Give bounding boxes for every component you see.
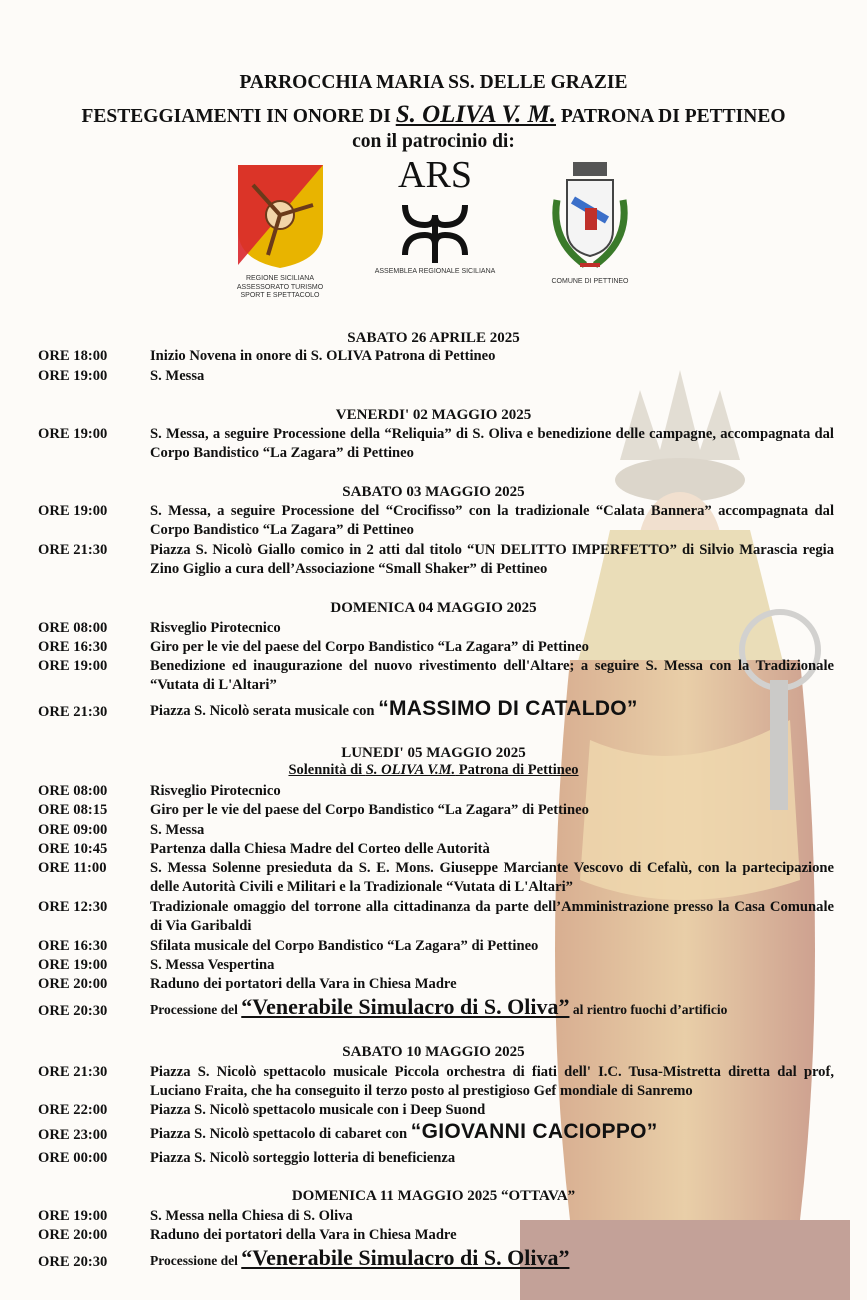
event-time: ORE 23:00: [38, 1127, 108, 1143]
event-desc-text: Processione del: [150, 1002, 242, 1017]
day-heading: SABATO 26 APRILE 2025: [347, 330, 520, 346]
ars-logo: [365, 155, 505, 277]
day-heading: DOMENICA 04 MAGGIO 2025: [330, 600, 537, 616]
regione-caption: REGIONE SICILIANA ASSESSORATO TURISMO SPORT E SPETTACOLO: [236, 275, 324, 300]
event-time: ORE 18:00: [38, 348, 108, 364]
event-desc: S. Messa: [150, 368, 205, 384]
event-desc-text: Piazza S. Nicolò serata musicale con: [150, 703, 379, 719]
event-desc: S. Messa: [150, 822, 205, 838]
event-desc: Inizio Novena in onore di S. OLIVA Patrona di Pettineo: [150, 348, 496, 364]
event-time: ORE 19:00: [38, 1208, 108, 1224]
ars-title: ARS: [398, 154, 472, 196]
event-time: ORE 20:00: [38, 976, 108, 992]
event-desc: Sfilata musicale del Corpo Bandistico “La Zagara” di Pettineo: [150, 938, 539, 954]
event-time: ORE 21:30: [38, 1064, 108, 1080]
event-time: ORE 08:15: [38, 802, 108, 818]
event-desc: Partenza dalla Chiesa Madre del Corteo delle Autorità: [150, 841, 490, 857]
event-time: ORE 12:30: [38, 899, 108, 915]
event-desc: Tradizionale omaggio del torrone alla cittadinanza da parte dell’Amministrazione presso la Casa Comunale di Via Garibaldi: [150, 899, 834, 934]
event-desc: Piazza S. Nicolò Giallo comico in 2 atti dal titolo “UN DELITTO IMPERFETTO” di Silvio Marascia regia Zino Giglio a cura dell’Associazione “Small Shaker” di Pettineo: [150, 542, 834, 577]
event-time: ORE 19:00: [38, 503, 108, 519]
event-desc: Raduno dei portatori della Vara in Chiesa Madre: [150, 1227, 457, 1243]
event-time: ORE 16:30: [38, 938, 108, 954]
event-desc: S. Messa Vespertina: [150, 957, 275, 973]
patronage-label: con il patrocinio di:: [352, 131, 515, 152]
ars-spiral-icon: [395, 195, 475, 265]
event-time: ORE 20:30: [38, 1254, 108, 1270]
event-desc: Risveglio Pirotecnico: [150, 783, 281, 799]
event-desc: Raduno dei portatori della Vara in Chiesa Madre: [150, 976, 457, 992]
ars-caption: ASSEMBLEA REGIONALE SICILIANA: [374, 268, 496, 276]
day-heading: SABATO 10 MAGGIO 2025: [342, 1044, 525, 1060]
event-desc-text: Piazza S. Nicolò spettacolo di cabaret con: [150, 1126, 411, 1142]
event-time: ORE 09:00: [38, 822, 108, 838]
event-desc: [150, 994, 834, 1020]
event-desc: [150, 697, 834, 721]
artist-highlight: “GIOVANNI CACIOPPO”: [410, 1120, 658, 1143]
solennita-post: Patrona di Pettineo: [455, 762, 579, 778]
event-desc: S. Messa Solenne presieduta da S. E. Mons. Giuseppe Marciante Vescovo di Cefalù, con la partecipazione delle Autorità Civili e Militari e la Tradizionale “Vutata di L'Altari”: [150, 860, 834, 895]
simulacro-highlight: “Venerabile Simulacro di S. Oliva”: [241, 1245, 570, 1270]
event-desc: Benedizione ed inaugurazione del nuovo rivestimento dell'Altare; a seguire S. Messa con la Tradizionale “Vutata di L'Altari”: [150, 658, 834, 693]
solennita-subtitle: [0, 762, 867, 779]
trinacria-shield-icon: [233, 160, 328, 270]
saint-name: S. OLIVA V. M.: [395, 101, 556, 128]
event-desc: Piazza S. Nicolò spettacolo musicale Piccola orchestra di fiati dell' I.C. Tusa-Mistretta diretta dal prof, Luciano Fraita, che ha conseguito il terzo posto al prestigioso Gef mondiale di Sanremo: [150, 1064, 834, 1099]
feast-title: [0, 102, 867, 127]
event-time: ORE 16:30: [38, 639, 108, 655]
event-desc: Piazza S. Nicolò sorteggio lotteria di beneficienza: [150, 1150, 456, 1166]
event-desc-post: al rientro fuochi d’artificio: [569, 1002, 728, 1017]
event-desc: [150, 1120, 834, 1144]
day-heading: VENERDI' 02 MAGGIO 2025: [335, 407, 532, 423]
event-time: ORE 22:00: [38, 1102, 108, 1118]
event-desc: Giro per le vie del paese del Corpo Bandistico “La Zagara” di Pettineo: [150, 802, 589, 818]
event-time: ORE 10:45: [38, 841, 108, 857]
event-time: ORE 19:00: [38, 658, 108, 674]
event-time: ORE 21:30: [38, 542, 108, 558]
event-desc: Giro per le vie del paese del Corpo Bandistico “La Zagara” di Pettineo: [150, 639, 589, 655]
event-time: ORE 19:00: [38, 957, 108, 973]
event-desc: S. Messa, a seguire Processione della “Reliquia” di S. Oliva e benedizione delle campagne, accompagnata dal Corpo Bandistico “La Zagara” di Pettineo: [150, 426, 834, 461]
feast-title-post: PATRONA DI PETTINEO: [555, 106, 786, 127]
day-heading: LUNEDI' 05 MAGGIO 2025: [341, 745, 526, 761]
event-time: ORE 19:00: [38, 368, 108, 384]
event-desc-text: Processione del: [150, 1253, 242, 1268]
event-desc: S. Messa, a seguire Processione del “Crocifisso” con la tradizionale “Calata Bannera” accompagnata dal Corpo Bandistico “La Zagara” di Pettineo: [150, 503, 834, 538]
event-time: ORE 08:00: [38, 620, 108, 636]
event-time: ORE 20:00: [38, 1227, 108, 1243]
sponsor-logos: [0, 155, 867, 305]
event-time: ORE 11:00: [38, 860, 107, 876]
event-time: ORE 20:30: [38, 1003, 108, 1019]
event-desc: Risveglio Pirotecnico: [150, 620, 281, 636]
event-time: ORE 21:30: [38, 704, 108, 720]
comune-caption: COMUNE DI PETTINEO: [551, 278, 629, 286]
day-heading: DOMENICA 11 MAGGIO 2025 “OTTAVA”: [291, 1188, 576, 1204]
feast-title-pre: FESTEGGIAMENTI IN ONORE DI: [81, 106, 396, 127]
event-time: ORE 08:00: [38, 783, 108, 799]
event-desc: Piazza S. Nicolò spettacolo musicale con i Deep Suond: [150, 1102, 486, 1118]
event-desc: [150, 1245, 834, 1271]
event-time: ORE 00:00: [38, 1150, 108, 1166]
simulacro-highlight: “Venerabile Simulacro di S. Oliva”: [241, 994, 570, 1019]
event-desc: S. Messa nella Chiesa di S. Oliva: [150, 1208, 353, 1224]
comune-crest-icon: [545, 160, 635, 275]
solennita-saint: S. OLIVA V.M.: [365, 762, 456, 778]
parish-title: PARROCCHIA MARIA SS. DELLE GRAZIE: [239, 72, 628, 93]
event-time: ORE 19:00: [38, 426, 108, 442]
solennita-pre: Solennità di: [288, 762, 366, 778]
day-heading: SABATO 03 MAGGIO 2025: [342, 484, 525, 500]
artist-highlight: “MASSIMO DI CATALDO”: [378, 697, 638, 720]
regione-siciliana-logo: [225, 160, 335, 301]
comune-pettineo-logo: [540, 160, 640, 287]
